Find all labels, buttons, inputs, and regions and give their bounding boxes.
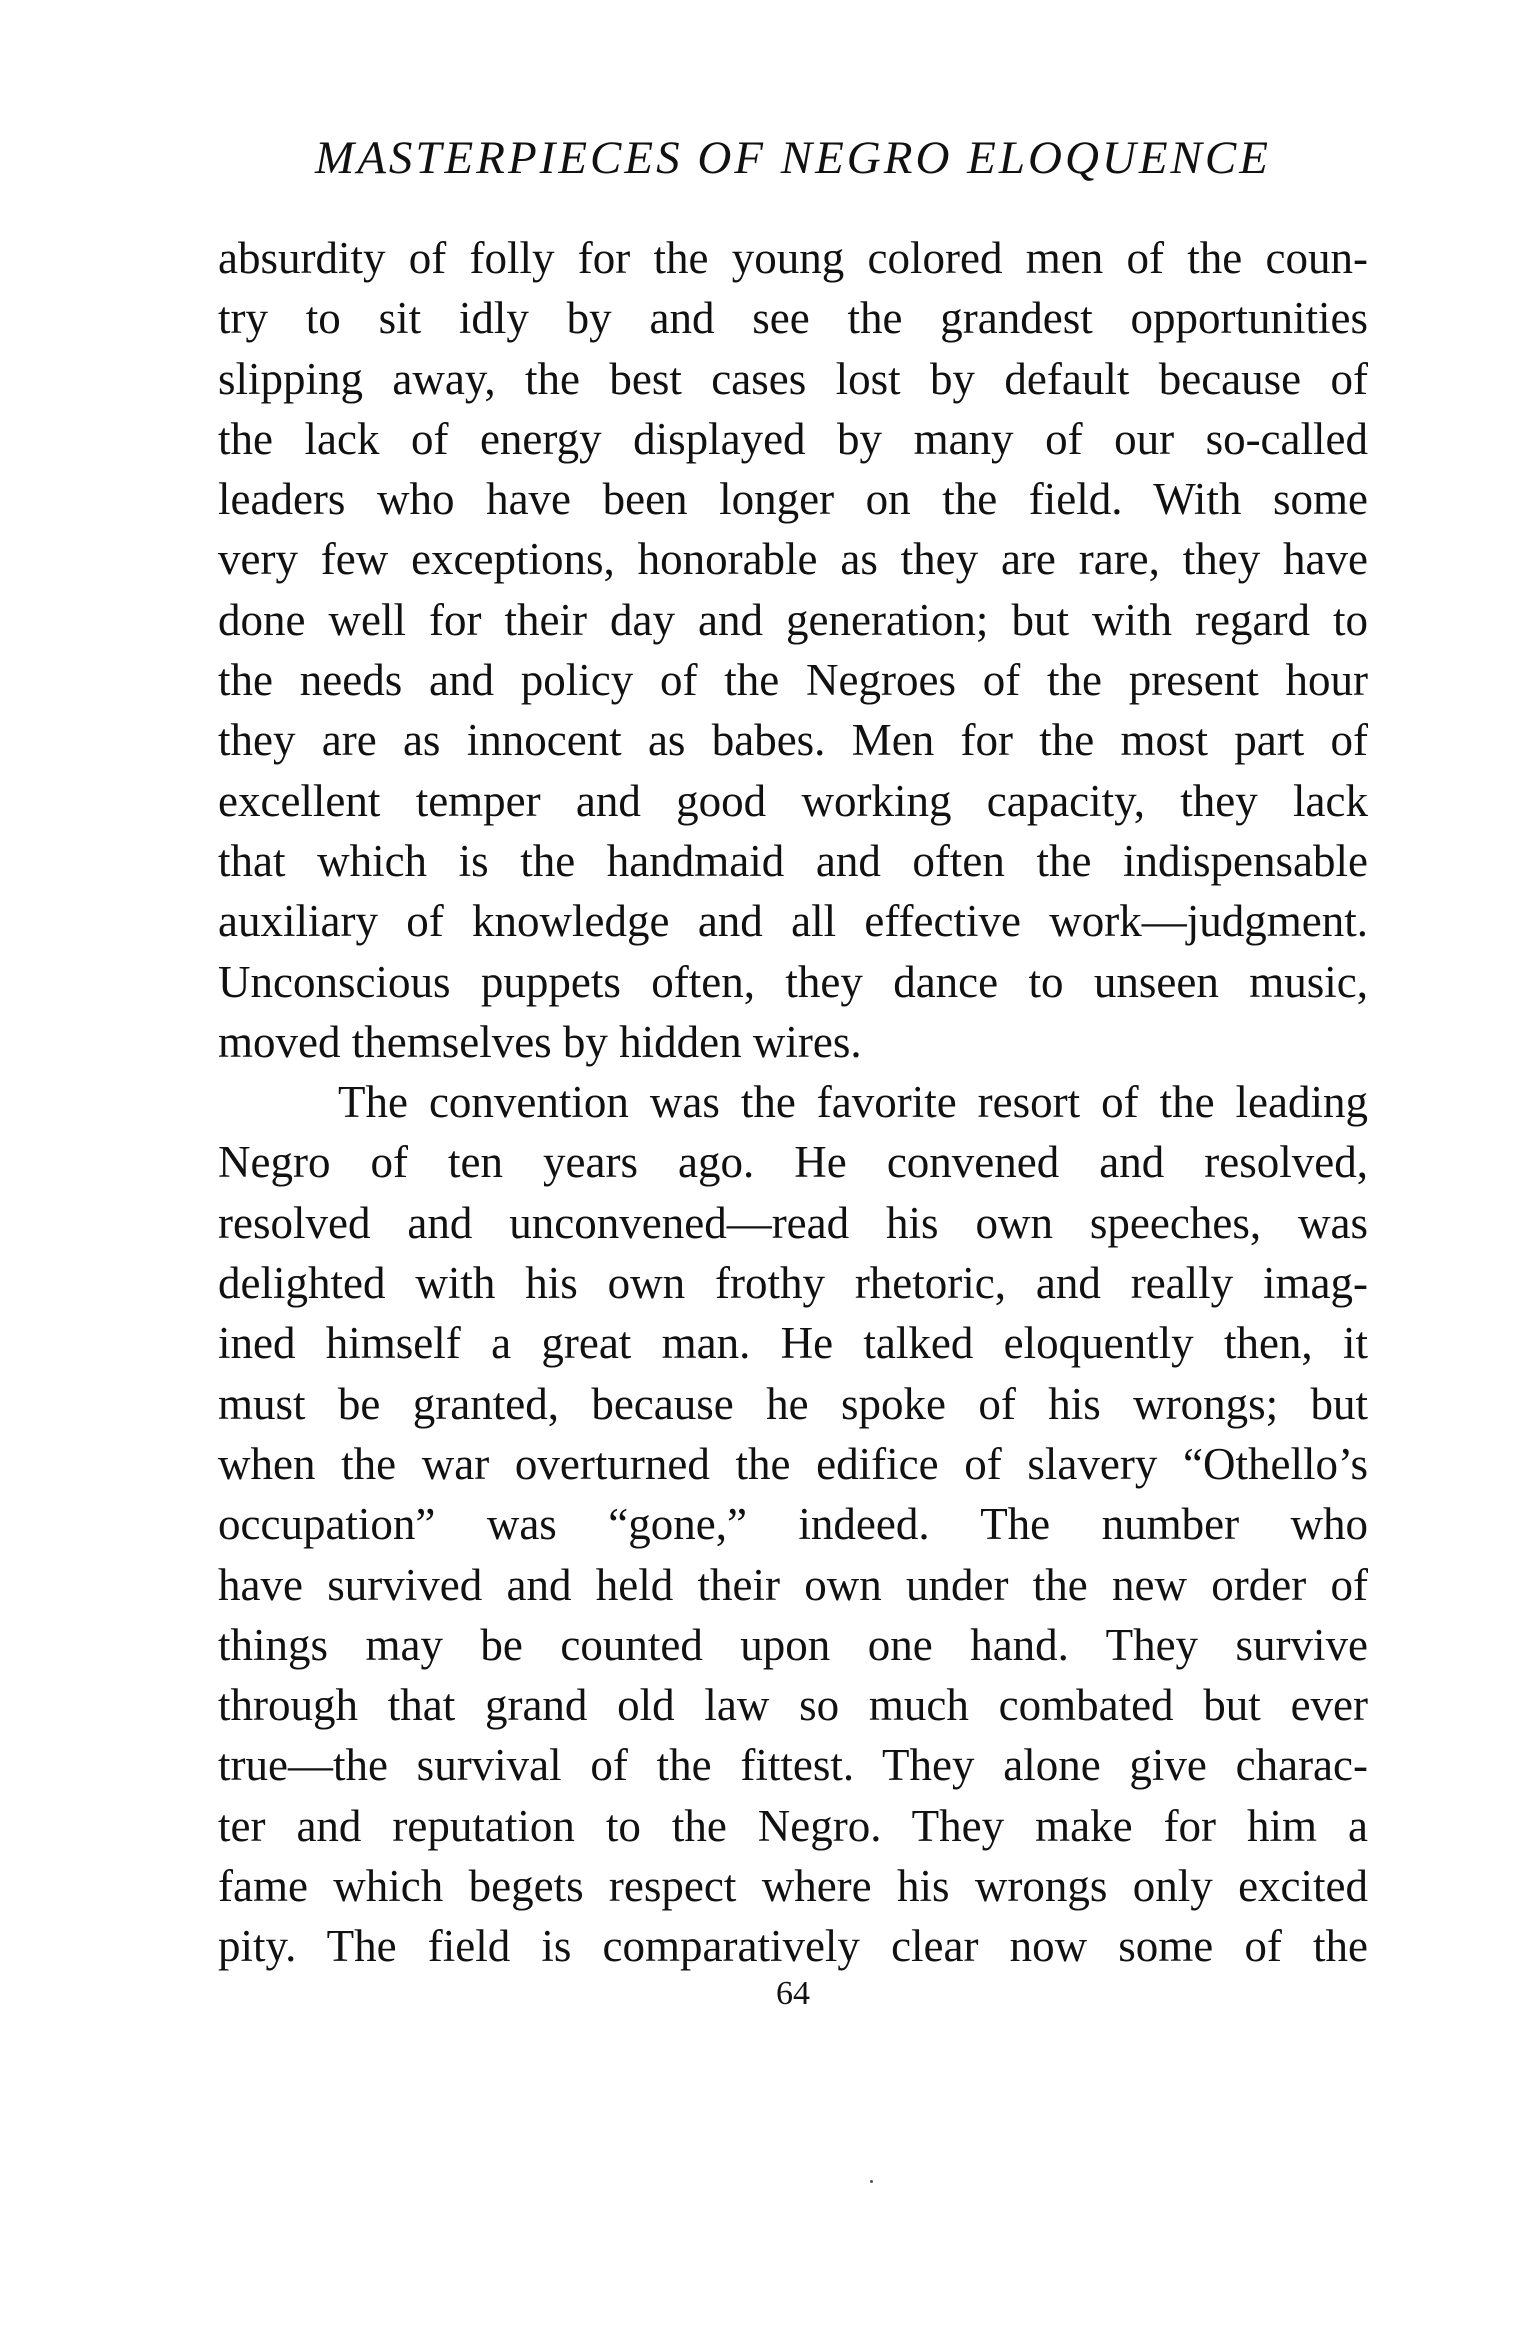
page-number: 64 bbox=[776, 1975, 810, 2012]
text-line: true—the survival of the fittest. They alone give charac- bbox=[218, 1740, 1368, 1791]
text-line: that which is the handmaid and often the indispensable bbox=[218, 835, 1368, 886]
text-line: when the war overturned the edifice of slavery “Othello’s bbox=[218, 1438, 1368, 1489]
text-line: ter and reputation to the Negro. They make for him a bbox=[218, 1800, 1368, 1851]
text-line: the lack of energy displayed by many of our so-called bbox=[218, 413, 1368, 464]
text-line: pity. The field is comparatively clear now some of the bbox=[218, 1921, 1368, 1972]
text-line: Negro of ten years ago. He convened and resolved, bbox=[218, 1137, 1368, 1188]
text-line: The convention was the favorite resort of the leading bbox=[338, 1077, 1368, 1128]
text-line: the needs and policy of the Negroes of the present hour bbox=[218, 655, 1368, 706]
text-line: occupation” was “gone,” indeed. The number who bbox=[218, 1499, 1368, 1550]
text-line: things may be counted upon one hand. They survive bbox=[218, 1619, 1368, 1670]
text-line: fame which begets respect where his wrongs only excited bbox=[218, 1861, 1368, 1912]
text-line: must be granted, because he spoke of his wrongs; but bbox=[218, 1378, 1368, 1429]
running-head: MASTERPIECES OF NEGRO ELOQUENCE bbox=[315, 132, 1271, 184]
paper-speck bbox=[870, 2180, 873, 2183]
text-line: slipping away, the best cases lost by default because of bbox=[218, 353, 1368, 404]
paragraph-2 bbox=[218, 1072, 1368, 1976]
text-line: excellent temper and good working capacity, they lack bbox=[218, 775, 1368, 826]
text-line: ined himself a great man. He talked eloquently then, it bbox=[218, 1318, 1368, 1369]
body-text bbox=[218, 228, 1368, 1977]
text-line: delighted with his own frothy rhetoric, and really imag- bbox=[218, 1258, 1368, 1309]
text-line: try to sit idly by and see the grandest opportunities bbox=[218, 293, 1368, 344]
text-line: through that grand old law so much combated but ever bbox=[218, 1680, 1368, 1731]
text-line: moved themselves by hidden wires. bbox=[218, 1016, 862, 1067]
paragraph-1 bbox=[218, 228, 1368, 1072]
text-line: resolved and unconvened—read his own speeches, was bbox=[218, 1197, 1368, 1248]
text-line: have survived and held their own under the new order of bbox=[218, 1559, 1368, 1610]
text-line: auxiliary of knowledge and all effective work—judgment. bbox=[218, 896, 1368, 947]
text-line: Unconscious puppets often, they dance to unseen music, bbox=[218, 956, 1368, 1007]
text-line: absurdity of folly for the young colored men of the coun- bbox=[218, 233, 1368, 283]
text-line: done well for their day and generation; but with regard to bbox=[218, 594, 1368, 645]
text-line: very few exceptions, honorable as they are rare, they have bbox=[218, 534, 1368, 585]
text-line: leaders who have been longer on the field. With some bbox=[218, 474, 1368, 525]
text-line: they are as innocent as babes. Men for the most part of bbox=[218, 715, 1368, 766]
